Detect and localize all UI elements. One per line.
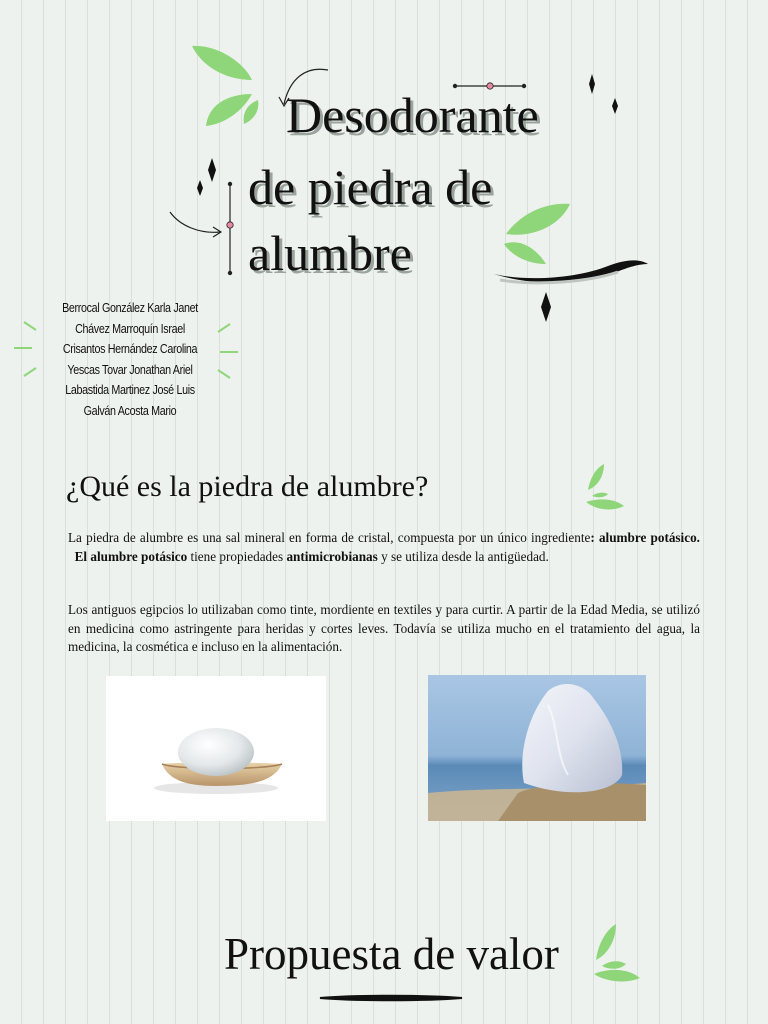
leaf-cluster-heading-icon xyxy=(580,462,628,516)
author-name: Crisantos Hernández Carolina xyxy=(62,342,198,357)
alum-crystal-beach-photo xyxy=(428,675,646,821)
footer-underline-decoration-icon xyxy=(316,992,466,1004)
title-line-3: alumbre xyxy=(248,225,412,281)
alum-stone-dish-photo xyxy=(106,676,326,821)
paragraph-text xyxy=(68,549,75,564)
paragraph-text: y se utiliza desde la antigüedad. xyxy=(377,548,549,564)
section-heading: ¿Qué es la piedra de alumbre? xyxy=(66,470,429,503)
paragraph-bold-term: El alumbre potásico xyxy=(74,548,188,564)
sparkle-icon xyxy=(536,292,556,324)
brush-stroke-decoration-icon xyxy=(488,252,654,286)
paragraph-bold-colon: : xyxy=(590,530,599,545)
author-name: Berrocal González Karla Janet xyxy=(62,301,198,315)
author-name: Labastida Martinez José Luis xyxy=(65,383,195,398)
paragraph-definition xyxy=(68,529,700,566)
author-list xyxy=(30,298,230,422)
paragraph-text: tiene propiedades xyxy=(187,548,287,564)
author-name: Galván Acosta Mario xyxy=(83,403,177,418)
author-name: Yescas Tovar Jonathan Ariel xyxy=(67,362,193,377)
paragraph-bold-term: alumbre potásico. xyxy=(598,530,700,545)
title-line-2: de piedra de xyxy=(248,159,493,215)
curved-arrow-icon xyxy=(166,208,224,240)
author-name: Chávez Marroquín Israel xyxy=(75,321,185,336)
paragraph-history: Los antiguos egipcios lo utilizaban como tinte, mordiente en textiles y para curtir. A partir de la Edad Media, se utilizó en medicina como astringente para heridas y cortes leves. Todavía se utiliza mucho en el tratamiento del agua, la medicina, la cosmética e incluso en la alimentación. xyxy=(68,602,700,654)
sparkle-icon xyxy=(584,74,624,116)
paragraph-bold-term: antimicrobianas xyxy=(286,548,378,564)
title-line-1: Desodorante xyxy=(286,87,539,143)
sparkle-icon xyxy=(192,158,222,200)
value-proposition-title: Propuesta de valor xyxy=(224,929,559,979)
dot-line-vertical-decoration-icon xyxy=(223,178,237,278)
leaf-cluster-footer-icon xyxy=(588,922,644,988)
paragraph-text: La piedra de alumbre es una sal mineral en forma de cristal, compuesta por un único ingrediente xyxy=(68,530,591,545)
